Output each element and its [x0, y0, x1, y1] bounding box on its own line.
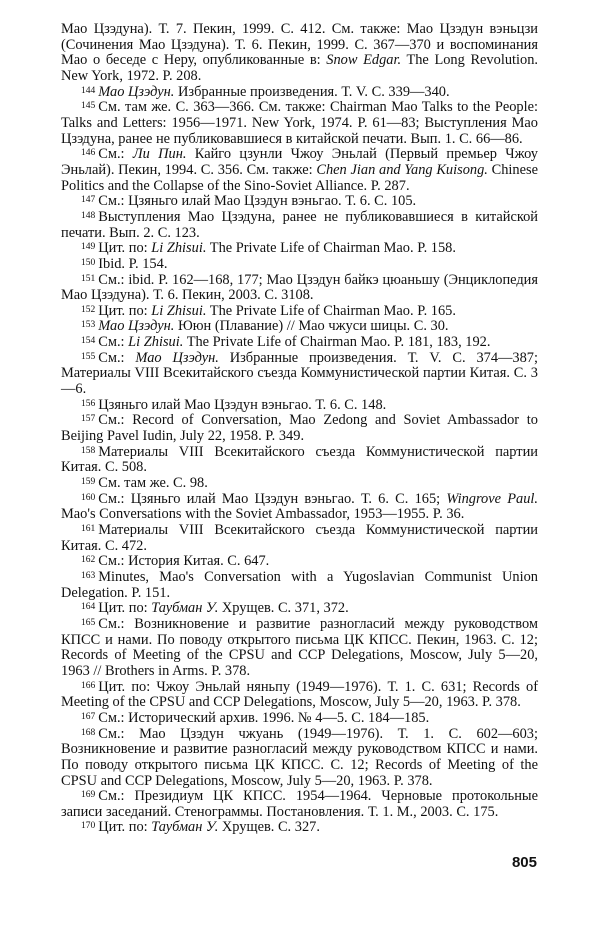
- footnote-text: Материалы VIII Всекитайского съезда Коммунистической партии Китая. С. 472.: [61, 522, 538, 554]
- footnote-number: 161: [81, 524, 96, 534]
- footnote: [61, 147, 538, 194]
- footnote-text: Избранные произведения. Т. V. С. 374—387; Материалы VIII Всекитайского съезда Коммунистической партии Китая. С. 3—6.: [61, 349, 539, 398]
- footnote-text: Mao's Conversations with the Soviet Ambassador, 1953—1955. P. 36.: [61, 506, 465, 523]
- footnote: [61, 304, 538, 320]
- footnote: [61, 319, 538, 335]
- footnote: [61, 789, 538, 820]
- footnote-author: Мао Цзэдун.: [135, 349, 219, 366]
- footnote: [61, 241, 538, 257]
- footnote-author: Мао Цзэдун.: [98, 83, 175, 100]
- footnote: [61, 680, 538, 711]
- footnote-author: Li Zhisui.: [128, 334, 184, 351]
- footnote-author: Таубман У.: [151, 819, 219, 836]
- footnote-number: 168: [81, 727, 96, 738]
- footnote: [61, 617, 538, 680]
- footnote: [61, 398, 538, 414]
- footnote: [61, 351, 538, 398]
- footnote-number: 154: [81, 336, 96, 347]
- footnote-number: 148: [81, 210, 96, 221]
- footnote-number: 165: [81, 617, 96, 628]
- footnote-text: См.: Возникновение и развитие разногласий между руководством КПСС и нами. По поводу открытого письма ЦК КПСС. Пекин, 1963. С. 12; Records of Meeting of the CPSU and CCP Delegations, Moscow, July 5—20, 1963 // Brothers in Arms. P. 378.: [61, 615, 538, 679]
- footnote-text: См.:: [98, 146, 133, 163]
- footnote: [61, 523, 538, 554]
- footnote-number: 144: [81, 85, 96, 96]
- footnote-text: См.: История Китая. С. 647.: [98, 553, 270, 570]
- footnote-text: См.: Президиум ЦК КПСС. 1954—1964. Черновые протокольные записи заседаний. Стенограммы. Постановления. Т. 1. М., 2003. С. 175.: [61, 788, 538, 820]
- footnote-text: Цзяньго илай Мао Цзэдун вэньгао. Т. 6. С. 148.: [98, 396, 387, 413]
- footnote: [61, 492, 538, 523]
- footnote: [61, 100, 538, 147]
- footnote: [61, 570, 538, 601]
- footnote-number: 160: [81, 492, 96, 503]
- footnote: [61, 210, 538, 241]
- footnote-text: Ююн (Плавание) // Мао чжуси шицы. С. 30.: [174, 318, 449, 335]
- footnote: [61, 727, 538, 790]
- footnote-text: Chinese Politics and the Collapse of the Sino-Soviet Alliance. P. 287.: [61, 161, 538, 194]
- footnote-text: Хрущев. С. 371, 372.: [218, 600, 349, 617]
- footnote-number: 155: [81, 351, 96, 362]
- footnote: [61, 257, 538, 273]
- footnote-text: Цит. по:: [98, 600, 152, 617]
- footnote-text: Цит. по:: [98, 302, 152, 319]
- footnote-number: 166: [81, 680, 96, 691]
- footnote-number: 147: [81, 195, 96, 206]
- footnote-number: 163: [81, 570, 96, 581]
- footnote-author: Snow Edgar.: [326, 52, 402, 69]
- footnote-number: 158: [81, 445, 96, 456]
- footnote-number: 152: [81, 304, 96, 315]
- footnote-number: 167: [81, 711, 96, 722]
- footnote-text: Цит. по:: [98, 240, 152, 257]
- footnote-text: См.:: [98, 349, 136, 366]
- footnote: [61, 335, 538, 351]
- footnote-text: См.: ibid. P. 162—168, 177; Мао Цзэдун байкэ цюаньшу (Энциклопедия Мао Цзэдуна). Т. 6. Пекин, 2003. С. 3108.: [61, 271, 538, 304]
- footnote-text: Цит. по:: [98, 819, 152, 836]
- footnote-text: The Private Life of Chairman Mao. P. 158.: [206, 240, 456, 257]
- footnote-text: Выступления Мао Цзэдуна, ранее не публиковавшиеся в китайской печати. Вып. 2. С. 123.: [61, 208, 538, 241]
- footnote-number: 164: [81, 602, 96, 613]
- footnote: [61, 85, 538, 101]
- footnote-text: См.: Цзяньго илай Мао Цзэдун вэньгао. Т. 6. С. 105.: [98, 193, 417, 210]
- footnote-number: 156: [81, 398, 96, 409]
- footnote-author: Мао Цзэдун.: [98, 318, 175, 335]
- footnote-text: The Private Life of Chairman Mao. P. 181, 183, 192.: [183, 334, 491, 351]
- footnote-text: The Long Revolution. New York, 1972. P. 208.: [61, 52, 538, 84]
- footnote-text: The Private Life of Chairman Mao. P. 165.: [206, 302, 456, 319]
- footnote-text: См.: Цзяньго илай Мао Цзэдун вэньгао. Т. 6. С. 165;: [98, 490, 447, 507]
- footnote-continuation: [61, 22, 538, 85]
- footnote-number: 162: [81, 555, 96, 566]
- footnote-text: Мао Цзэдуна). Т. 7. Пекин, 1999. С. 412. См. также: Мао Цзэдун вэньцзи (Сочинения Мао Цзэдуна). Т. 6. Пекин, 1999. С. 367—370 и воспоминания Мао о беседе с Неру, опубликованные в:: [61, 21, 538, 69]
- footnote-text: Избранные произведения. Т. V. С. 339—340.: [174, 83, 450, 100]
- footnote: [61, 194, 538, 210]
- footnote-text: Ibid. P. 154.: [98, 255, 168, 272]
- footnote-text: См.: Record of Conversation, Mao Zedong and Soviet Ambassador to Beijing Pavel Iudin, July 22, 1958. P. 349.: [61, 412, 538, 445]
- footnote-text: Хрущев. С. 327.: [218, 819, 320, 836]
- footnote: [61, 820, 538, 836]
- footnote-author: Chen Jian and Yang Kuisong.: [316, 161, 488, 178]
- footnote-author: Li Zhisui.: [151, 240, 207, 257]
- footnote: [61, 445, 538, 476]
- footnote-number: 153: [81, 320, 96, 331]
- footnote-author: Wingrove Paul.: [446, 490, 539, 507]
- footnote-text: Minutes, Mao's Conversation with a Yugoslavian Communist Union Delegation. P. 151.: [61, 568, 538, 601]
- footnote: [61, 273, 538, 304]
- footnote-text: См. там же. С. 98.: [98, 475, 208, 492]
- footnote-text: См.:: [98, 334, 129, 351]
- footnote-number: 170: [81, 821, 96, 832]
- footnote-author: Таубман У.: [151, 600, 219, 617]
- footnote: [61, 413, 538, 444]
- footnote-author: Ли Пин.: [132, 146, 187, 163]
- footnote-number: 169: [81, 790, 96, 801]
- footnote-number: 146: [81, 148, 96, 159]
- footnote: [61, 476, 538, 492]
- footnote-number: 145: [81, 101, 96, 112]
- page-number: 805: [511, 854, 537, 871]
- footnote-text: См.: Исторический архив. 1996. № 4—5. С. 184—185.: [98, 709, 430, 726]
- footnote-text: См. там же. С. 363—366. См. также: Chairman Mao Talks to the People: Talks and Letters: 1956—1971. New York, 1974. P. 61—83; Выступления Мао Цзэдуна, ранее не публиковавшиеся в китайской печати. Вып. 1. С. 66—86.: [61, 99, 538, 147]
- footnote-number: 149: [81, 242, 96, 253]
- footnote: [61, 601, 538, 617]
- footnote-text: Цит. по: Чжоу Эньлай няньпу (1949—1976). Т. 1. С. 631; Records of Meeting of the CPSU and CCP Delegations, Moscow, July 5—20, 1963. P. 378.: [61, 678, 538, 711]
- footnote-number: 159: [81, 477, 96, 488]
- footnote-number: 157: [81, 414, 96, 425]
- footnote-number: 150: [81, 257, 96, 268]
- footnote: [61, 711, 538, 727]
- footnotes-list: [61, 22, 538, 836]
- footnote: [61, 554, 538, 570]
- footnote-text: Материалы VIII Всекитайского съезда Коммунистической партии Китая. С. 508.: [61, 443, 538, 476]
- footnote-author: Li Zhisui.: [151, 302, 207, 319]
- footnote-text: См.: Мао Цзэдун чжуань (1949—1976). Т. 1. С. 602—603; Возникновение и развитие разногласий между руководством КПСС и нами. По поводу открытого письма ЦК КПСС. С. 12; Records of Meeting of the CPSU and CCP Delegations, Moscow, July 5—20, 1963. P. 378.: [61, 725, 538, 789]
- footnote-number: 151: [81, 273, 96, 284]
- footnote-text: Кайго цзунли Чжоу Эньлай (Первый премьер Чжоу Эньлай). Пекин, 1994. С. 356. См. также:: [61, 146, 538, 178]
